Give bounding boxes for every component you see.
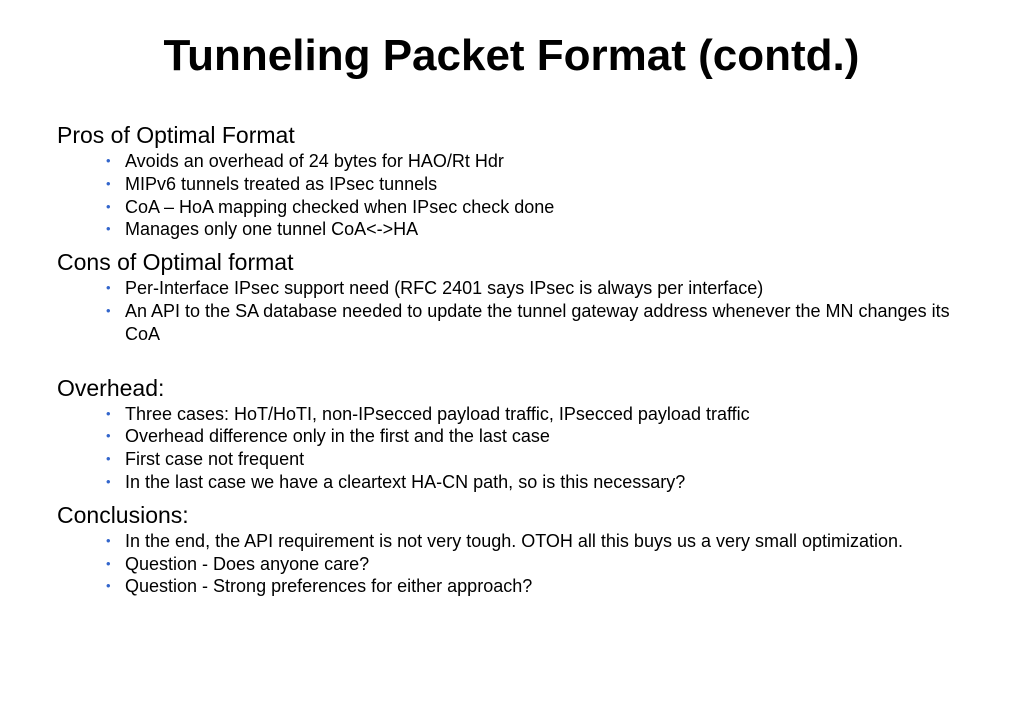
list-item-text: Three cases: HoT/HoTI, non-IPsecced payload traffic, IPsecced payload traffic xyxy=(125,403,750,424)
list-item xyxy=(106,218,955,241)
section-cons xyxy=(57,247,957,345)
slide-title: Tunneling Packet Format (contd.) xyxy=(163,31,860,80)
bullet-icon: • xyxy=(106,302,111,318)
list-item xyxy=(106,150,955,173)
bullet-icon: • xyxy=(106,578,111,594)
list-item-text: In the last case we have a cleartext HA-CN path, so is this necessary? xyxy=(125,471,686,492)
list-item xyxy=(106,403,955,426)
list-item-text: Per-Interface IPsec support need (RFC 2401 says IPsec is always per interface) xyxy=(125,278,764,299)
list-item-text: Question - Does anyone care? xyxy=(125,553,370,574)
list-item-text: Avoids an overhead of 24 bytes for HAO/Rt Hdr xyxy=(125,151,504,171)
section-overhead xyxy=(57,373,957,494)
bullet-icon: • xyxy=(106,428,111,444)
list-item-text: Manages only one tunnel CoA<->HA xyxy=(125,219,419,240)
bullet-icon: • xyxy=(106,198,111,214)
list-item-text: An API to the SA database needed to update the tunnel gateway address whenever the MN changes its CoA xyxy=(125,300,950,344)
bullet-icon: • xyxy=(106,451,111,467)
bullet-list xyxy=(57,277,957,345)
list-item xyxy=(106,448,955,471)
bullet-icon: • xyxy=(106,221,111,237)
section-conclusions xyxy=(57,500,957,598)
bullet-icon: • xyxy=(106,405,111,421)
bullet-icon: • xyxy=(106,473,111,489)
list-item xyxy=(106,277,955,300)
list-item-text: MIPv6 tunnels treated as IPsec tunnels xyxy=(125,173,438,194)
bullet-list xyxy=(57,403,957,494)
bullet-icon: • xyxy=(106,532,111,548)
section-heading: Pros of Optimal Format xyxy=(57,122,295,148)
list-item xyxy=(106,196,955,219)
list-item xyxy=(106,471,955,494)
list-item xyxy=(106,553,955,576)
list-item xyxy=(106,300,955,346)
section-heading: Overhead: xyxy=(57,374,165,401)
list-item xyxy=(106,173,955,196)
list-item xyxy=(106,575,955,598)
section-heading: Cons of Optimal format xyxy=(57,249,294,276)
bullet-list xyxy=(57,150,957,241)
bullet-icon: • xyxy=(106,153,111,168)
list-item-text: First case not frequent xyxy=(125,449,305,470)
slide-content xyxy=(57,120,957,598)
list-item-text: Overhead difference only in the first and the last case xyxy=(125,426,550,447)
spacer xyxy=(57,346,957,373)
section-pros xyxy=(57,120,957,241)
bullet-icon: • xyxy=(106,175,111,191)
list-item-text: Question - Strong preferences for either approach? xyxy=(125,576,533,597)
section-heading: Conclusions: xyxy=(57,501,189,528)
list-item-text: In the end, the API requirement is not very tough. OTOH all this buys us a very small optimization. xyxy=(125,530,904,551)
list-item-text: CoA – HoA mapping checked when IPsec check done xyxy=(125,196,555,217)
list-item xyxy=(106,425,955,448)
bullet-list xyxy=(57,530,957,598)
bullet-icon: • xyxy=(106,555,111,571)
list-item xyxy=(106,530,955,553)
bullet-icon: • xyxy=(106,280,111,296)
